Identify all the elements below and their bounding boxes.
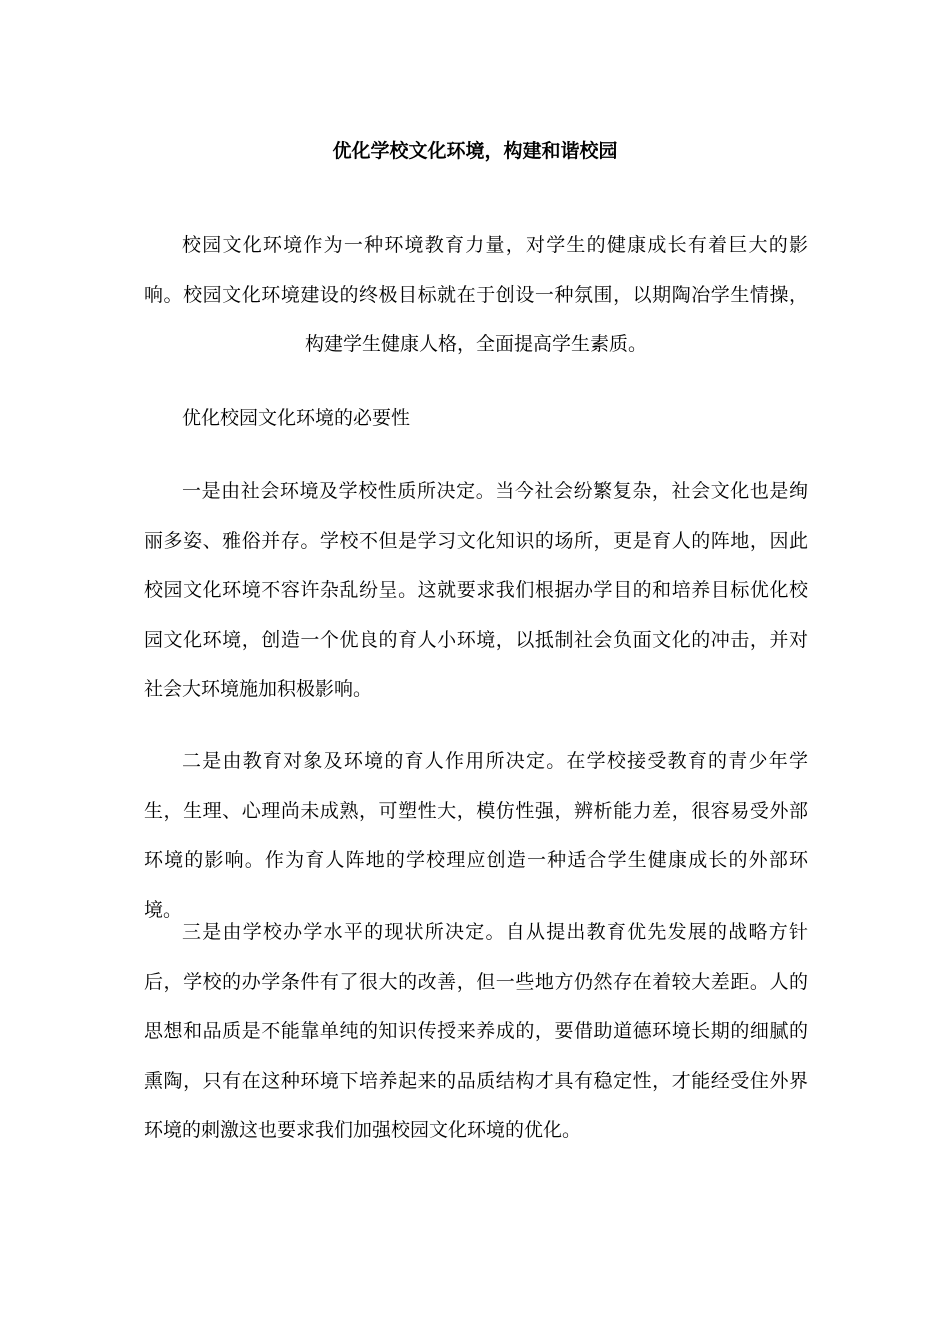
body-paragraph-2: 二是由教育对象及环境的育人作用所决定。在学校接受教育的青少年学生，生理、心理尚未成熟，可塑性大，模仿性强，辨析能力差，很容易受外部环境的影响。作为育人阵地的学校理应创造一种适合学生健康成长的外部环境。: [144, 750, 808, 921]
section-heading: 优化校园文化环境的必要性: [182, 407, 411, 429]
intro-paragraph: 校园文化环境作为一种环境教育力量，对学生的健康成长有着巨大的影响。校园文化环境建设的终极目标就在于创设一种氛围，以期陶冶学生情操，构建学生健康人格，全面提高学生素质。: [144, 234, 808, 355]
document-title: 优化学校文化环境，构建和谐校园: [332, 140, 618, 162]
body-paragraph-3: 三是由学校办学水平的现状所决定。自从提出教育优先发展的战略方针后，学校的办学条件有了很大的改善，但一些地方仍然存在着较大差距。人的思想和品质是不能靠单纯的知识传授来养成的，要借助道德环境长期的细腻的熏陶，只有在这种环境下培养起来的品质结构才具有稳定性，才能经受住外界环境的刺激这也要求我们加强校园文化环境的优化。: [144, 921, 808, 1141]
body-paragraph-1: 一是由社会环境及学校性质所决定。当今社会纷繁复杂，社会文化也是绚丽多姿、雅俗并存。学校不但是学习文化知识的场所，更是育人的阵地，因此校园文化环境不容许杂乱纷呈。这就要求我们根据办学目的和培养目标优化校园文化环境，创造一个优良的育人小环境，以抵制社会负面文化的冲击，并对社会大环境施加积极影响。: [144, 480, 808, 700]
